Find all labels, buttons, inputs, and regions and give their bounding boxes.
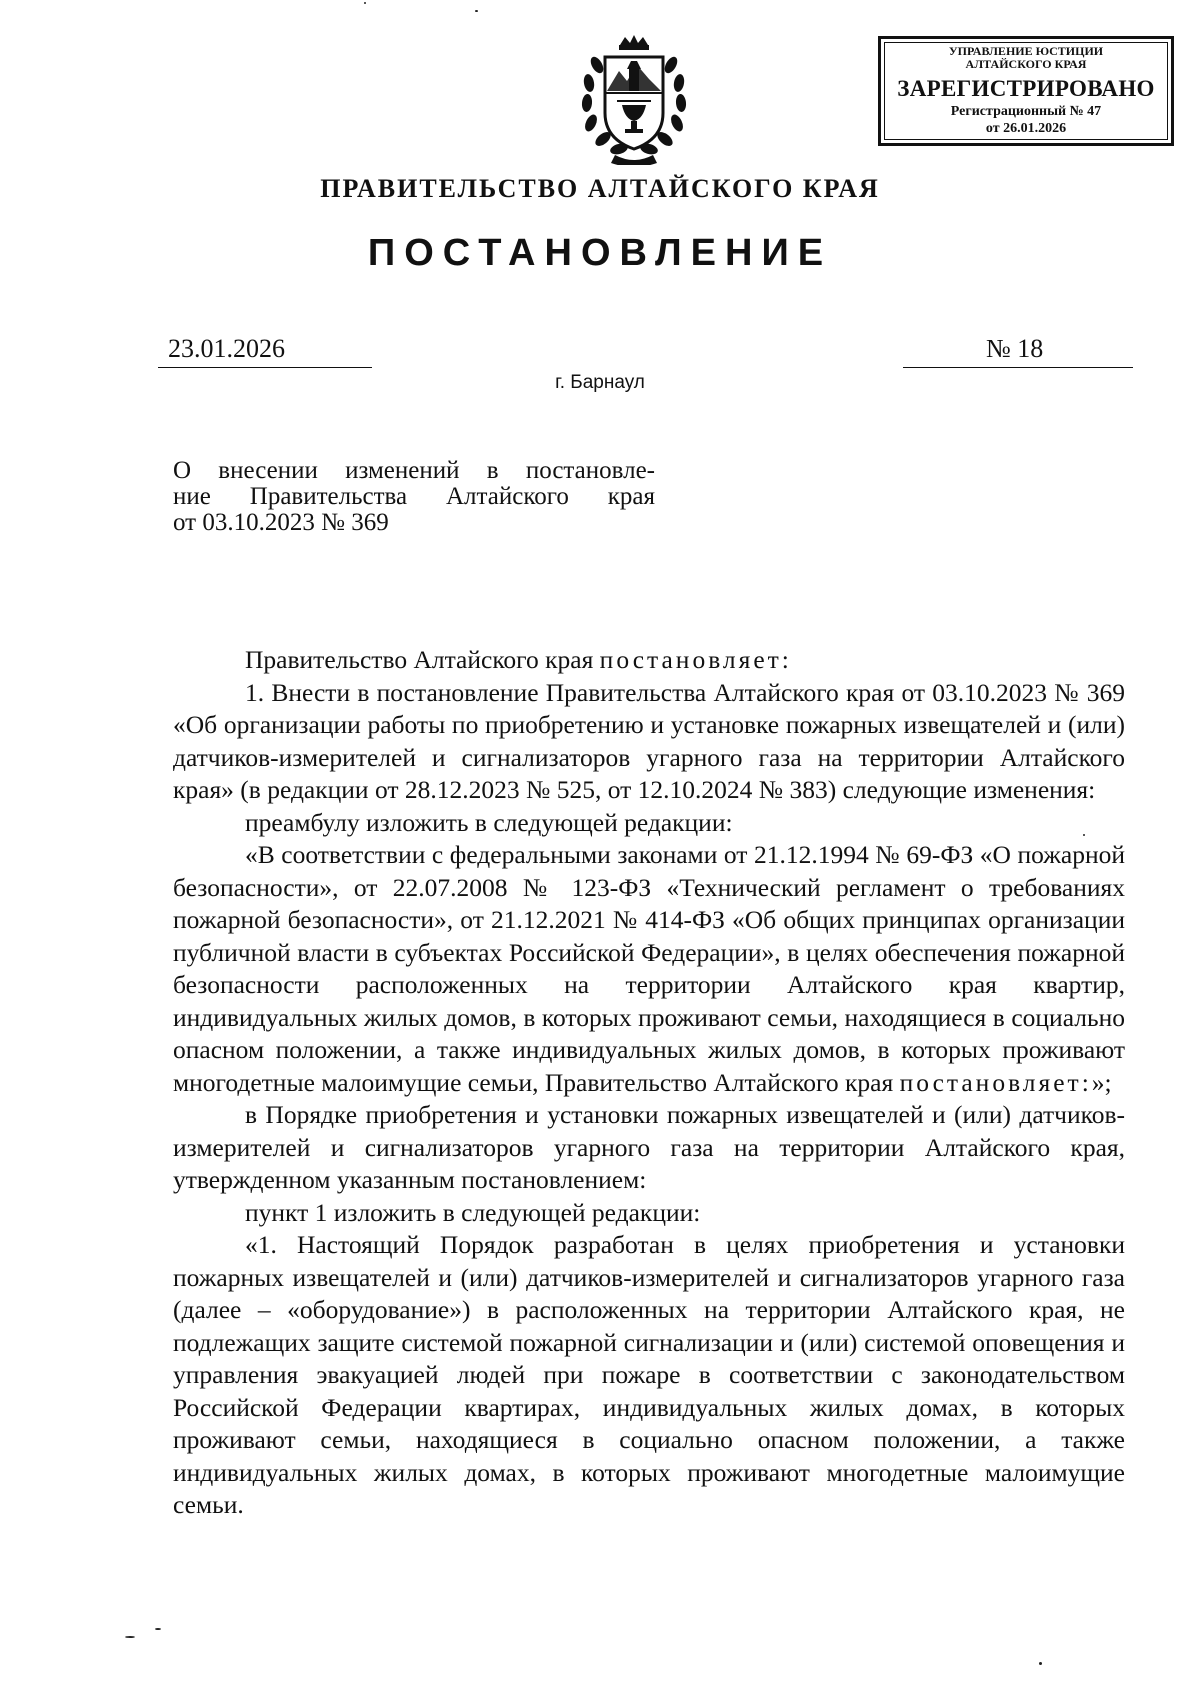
body-paragraph-4: в Порядке приобретения и установки пожарных извещателей и (или) датчиков-измерителей и сигнализаторов угарного газа на территории Алтайского края, утвержденном указанным постановлением: — [173, 1100, 1125, 1194]
document-number: № 18 — [903, 334, 1133, 368]
body-paragraph-1: 1. Внести в постановление Правительства Алтайского края от 03.10.2023 № 369 «Об организации работы по приобретению и установке пожарных извещателей и (или) датчиков-измерителей и сигнализаторов угарного газа на территории Алтайского края» (в редакции от 28.12.2023 № 525, от 12.10.2024 № 383) следующие изменения: — [173, 677, 1125, 804]
scan-speck — [364, 2, 366, 4]
registration-stamp — [878, 36, 1174, 146]
intro-text: Правительство Алтайского края — [245, 645, 600, 674]
subject-line-1: О внесении изменений в постановле- — [173, 457, 655, 484]
scan-speck — [125, 1636, 135, 1638]
stamp-reg-number: Регистрационный № 47 — [950, 104, 1102, 119]
government-title: ПРАВИТЕЛЬСТВО АЛТАЙСКОГО КРАЯ — [320, 174, 880, 203]
paragraph-3-spaced: постановляет: — [899, 1067, 1092, 1097]
scan-speck — [1083, 834, 1085, 836]
document-city: г. Барнаул — [555, 372, 645, 393]
body-paragraph-3 — [173, 839, 1125, 1099]
stamp-org-line-1: УПРАВЛЕНИЕ ЮСТИЦИИ — [948, 44, 1104, 58]
body-paragraph-2: преамбулу изложить в следующей редакции: — [245, 807, 733, 837]
body-intro — [173, 644, 1125, 677]
stamp-inner-border — [884, 42, 1168, 140]
coat-of-arms-emblem — [575, 35, 693, 165]
document-body — [173, 644, 1125, 1522]
subject-line-2: ние Правительства Алтайского края — [173, 483, 655, 510]
body-paragraph-6: «1. Настоящий Порядок разработан в целях приобретения и установки пожарных извещателей и (или) датчиков-измерителей и сигнализаторов угарного газа (далее – «оборудование») в расположенных на территории Алтайского края, не подлежащих защите системой пожарной сигнализации и (или) системой оповещения и управления эвакуацией людей при пожаре в соответствии с законодательством Российской Федерации квартирах, индивидуальных жилых домах, в которых проживают семьи, находящиеся в социально опасном положении, а также индивидуальных жилых домах, в которых проживают многодетные малоимущие семьи. — [173, 1230, 1125, 1519]
paragraph-3-end: »; — [1091, 1067, 1112, 1097]
subject-line-3: от 03.10.2023 № 369 — [173, 509, 389, 536]
body-paragraph-5: пункт 1 изложить в следующей редакции: — [245, 1197, 701, 1227]
paragraph-3-main: «В соответствии с федеральными законами от 21.12.1994 № 69-ФЗ «О пожарной безопасности», от 22.07.2008 № 123-ФЗ «Технический регламент о требованиях пожарной безопасности», от 21.12.2021 № 414-ФЗ «Об общих принципах организации публичной власти в субъектах Российской Федерации», в целях обеспечения пожарной безопасности расположенных на территории Алтайского края квартир, индивидуальных жилых домов, в которых проживают семьи, находящиеся в социально опасном положении, а также индивидуальных жилых домов, в которых проживают многодетные малоимущие семьи, Правительство Алтайского края — [173, 840, 1125, 1097]
intro-spaced-text: постановляет: — [599, 645, 792, 674]
document-type-heading: ПОСТАНОВЛЕНИЕ — [367, 232, 833, 274]
document-date: 23.01.2026 — [158, 334, 372, 368]
stamp-org-line-2: АЛТАЙСКОГО КРАЯ — [965, 57, 1087, 71]
scan-speck — [1039, 1662, 1042, 1665]
document-subject — [173, 458, 655, 536]
stamp-reg-date: от 26.01.2026 — [985, 121, 1067, 136]
scan-speck — [475, 10, 478, 12]
scan-speck — [155, 1628, 161, 1630]
stamp-status: ЗАРЕГИСТРИРОВАНО — [897, 76, 1155, 101]
